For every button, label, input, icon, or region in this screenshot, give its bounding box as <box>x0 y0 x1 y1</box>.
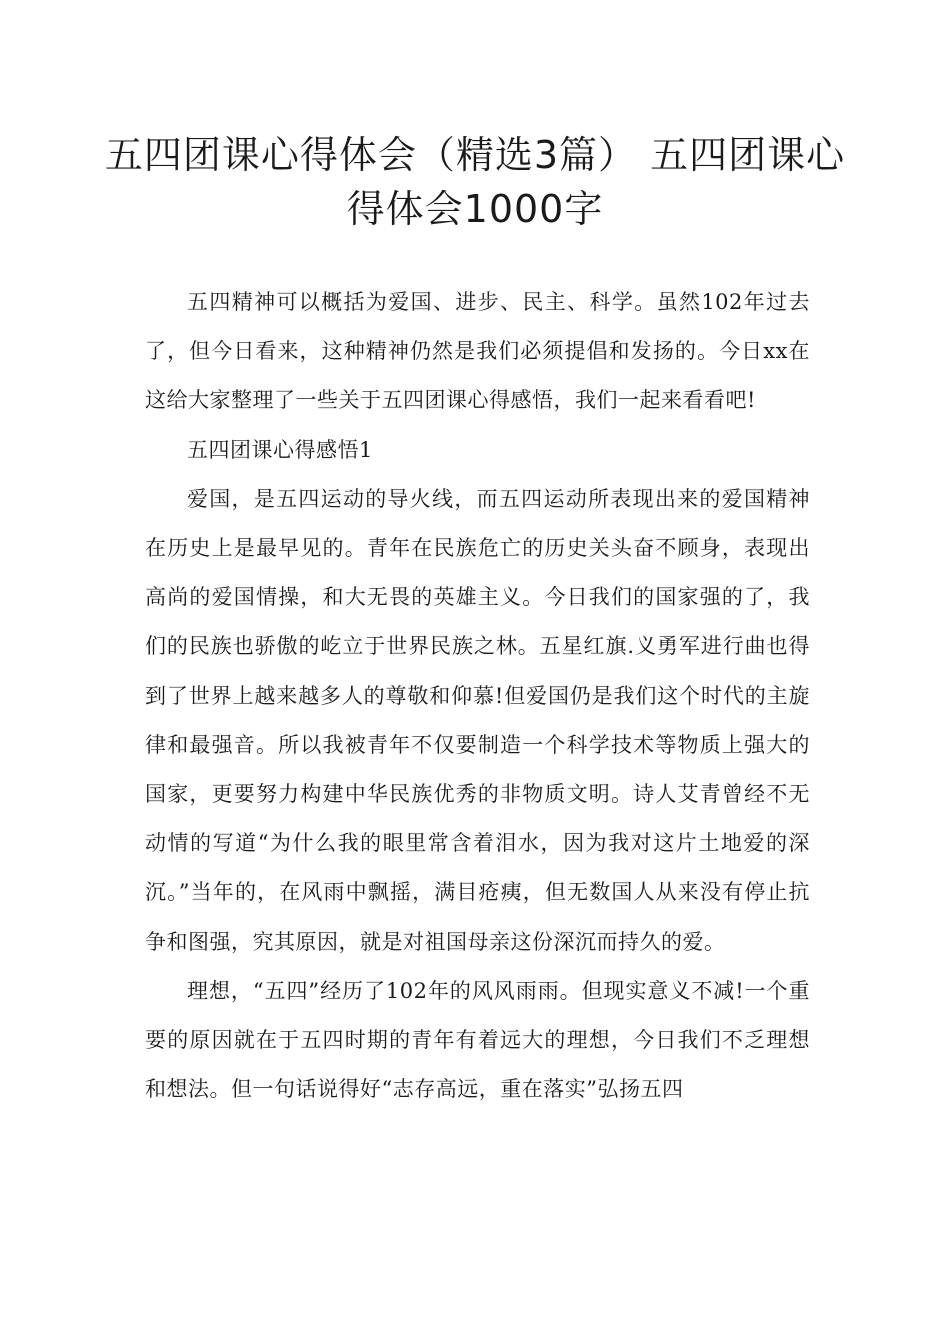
section-heading: 五四团课心得感悟1 <box>187 437 373 462</box>
document-body <box>145 278 810 1114</box>
intro-paragraph: 五四精神可以概括为爱国、进步、民主、科学。虽然102年过去了，但今日看来，这种精神仍然是我们必须提倡和发扬的。今日xx在这给大家整理了一些关于五四团课心得感悟，我们一起来看看吧! <box>145 290 810 413</box>
ideals-paragraph: 理想，“五四”经历了102年的风风雨雨。但现实意义不减!一个重要的原因就在于五四时期的青年有着远大的理想，今日我们不乏理想和想法。但一句话说得好“志存高远，重在落实”弘扬五四 <box>145 978 810 1102</box>
document-title: 五四团课心得体会（精选3篇） 五四团课心得体会1000字 <box>104 133 846 231</box>
patriotism-paragraph: 爱国，是五四运动的导火线，而五四运动所表现出来的爱国精神在历史上是最早见的。青年在民族危亡的历史关头奋不顾身，表现出高尚的爱国情操，和大无畏的英雄主义。今日我们的国家强的了，我们的民族也骄傲的屹立于世界民族之林。五星红旗.义勇军进行曲也得到了世界上越来越多人的尊敬和仰慕!但爱国仍是我们这个时代的主旋律和最强音。所以我被青年不仅要制造一个科学技术等物质上强大的国家，更要努力构建中华民族优秀的非物质文明。诗人艾青曾经不无动情的写道“为什么我的眼里常含着泪水，因为我对这片土地爱的深沉。”当年的，在风雨中飘摇，满目疮痍，但无数国人从来没有停止抗争和图强，究其原因，就是对祖国母亲这份深沉而持久的爱。 <box>145 486 810 954</box>
